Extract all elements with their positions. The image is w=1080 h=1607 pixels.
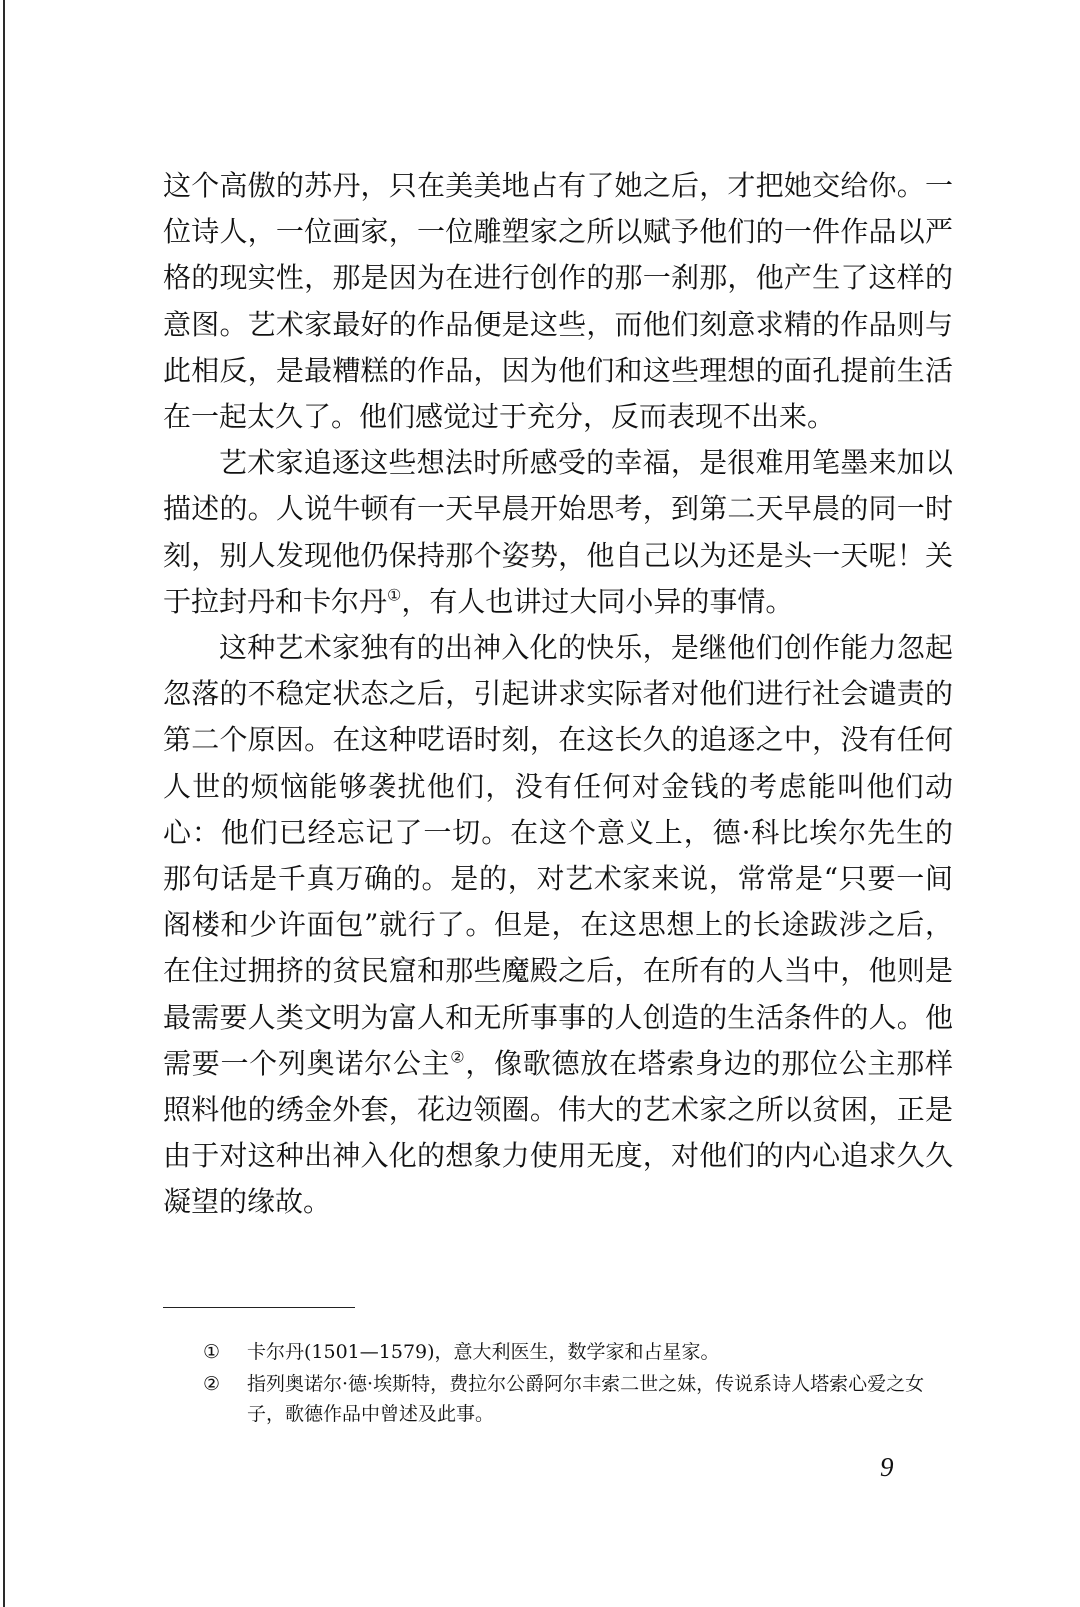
page-edge xyxy=(3,0,5,1607)
body-text xyxy=(163,163,953,1226)
footnote xyxy=(203,1337,953,1367)
paragraph-text: 这种艺术家独有的出神入化的快乐，是继他们创作能力忽起忽落的不稳定状态之后，引起讲求实际者对他们进行社会谴责的第二个原因。在这种呓语时刻，在这长久的追逐之中，没有任何人世的烦恼能够袭扰他们，没有任何对金钱的考虑能叫他们动心：他们已经忘记了一切。在这个意义上，德·科比埃尔先生的那句话是千真万确的。是的，对艺术家来说，常常是“只要一间阁楼和少许面包”就行了。但是，在这思想上的长途跋涉之后，在住过拥挤的贫民窟和那些魔殿之后，在所有的人当中，他则是最需要人类文明为富人和无所事事的人创造的生活条件的人。他需要一个列奥诺尔公主 xyxy=(163,631,953,1080)
footnote-mark: ② xyxy=(203,1373,221,1395)
footnotes xyxy=(203,1337,953,1431)
paragraph-text: 这个高傲的苏丹，只在美美地占有了她之后，才把她交给你。一位诗人，一位画家，一位雕塑家之所以赋予他们的一件作品以严格的现实性，那是因为在进行创作的那一刹那，他产生了这样的意图。艺术家最好的作品便是这些，而他们刻意求精的作品则与此相反，是最糟糕的作品，因为他们和这些理想的面孔提前生活在一起太久了。他们感觉过于充分，反而表现不出来。 xyxy=(163,169,953,434)
footnote-rule xyxy=(163,1307,355,1308)
footnote xyxy=(203,1369,953,1429)
footnote-mark: ① xyxy=(203,1341,221,1363)
page-number: 9 xyxy=(880,1452,894,1482)
paragraph xyxy=(163,440,953,625)
footnote-reference: ① xyxy=(387,585,402,605)
footnote-text: 卡尔丹(1501—1579)，意大利医生，数学家和占星家。 xyxy=(247,1341,720,1363)
paragraph-text: ，像歌德放在塔索身边的那位公主那样照料他的绣金外套，花边领圈。伟大的艺术家之所以贫困，正是由于对这种出神入化的想象力使用无度，对他们的内心追求久久凝望的缘故。 xyxy=(163,1046,953,1219)
paragraph-text: 艺术家追逐这些想法时所感受的幸福，是很难用笔墨来加以描述的。人说牛顿有一天早晨开始思考，到第二天早晨的同一时刻，别人发现他仍保持那个姿势，他自己以为还是头一天呢！关于拉封丹和卡尔丹 xyxy=(163,446,953,618)
paragraph-text: ，有人也讲过大同小异的事情。 xyxy=(401,584,794,618)
footnote-text: 指列奥诺尔·德·埃斯特，费拉尔公爵阿尔丰索二世之妹，传说系诗人塔索心爱之女子，歌德作品中曾述及此事。 xyxy=(247,1373,925,1425)
paragraph xyxy=(163,625,953,1226)
paragraph xyxy=(163,163,953,440)
footnote-reference: ② xyxy=(450,1047,466,1067)
